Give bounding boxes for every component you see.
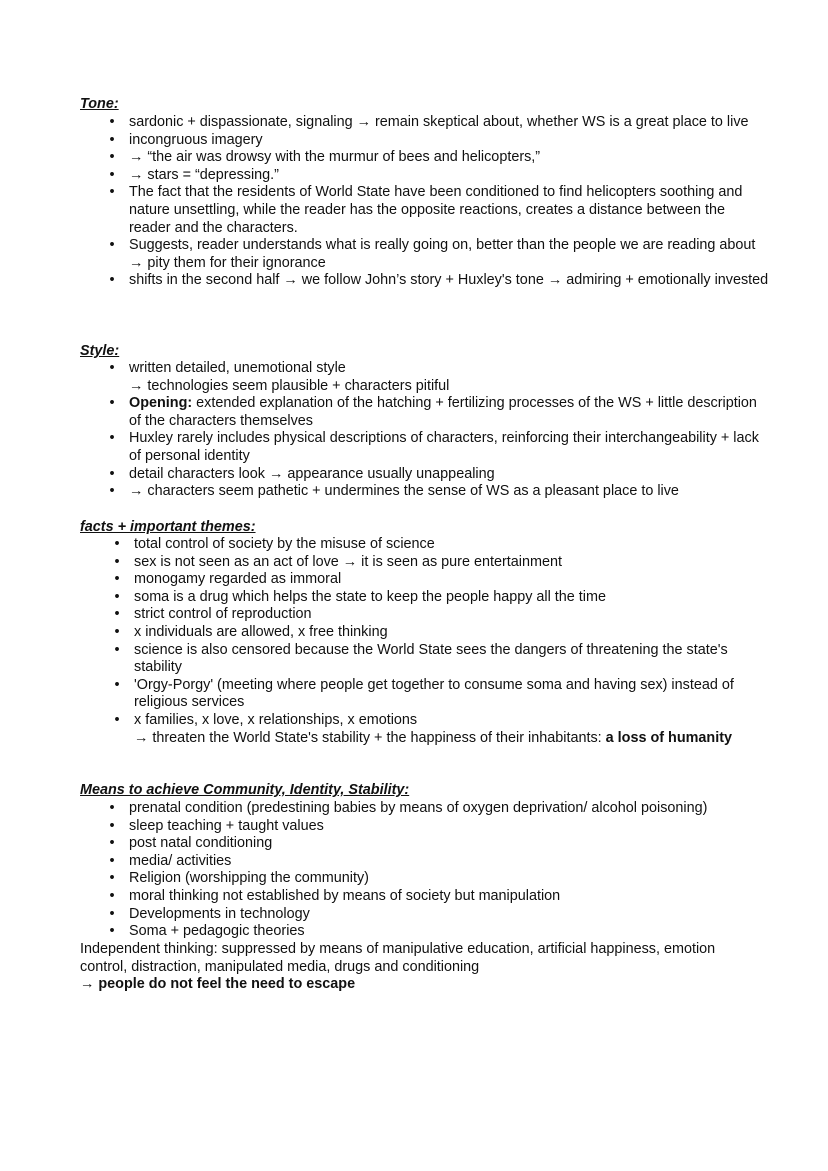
list-item-text: written detailed, unemotional style <box>129 360 346 376</box>
list-item-text: sleep teaching + taught values <box>129 817 324 834</box>
bullet-icon: • <box>109 360 115 376</box>
bullet-icon: • <box>109 184 115 201</box>
list-item-text: Religion (worshipping the community) <box>129 870 369 887</box>
list-item-text: → “the air was drowsy with the murmur of bees and helicopters,” <box>129 149 541 166</box>
style-heading: Style: <box>80 343 120 359</box>
bullet-icon: • <box>114 553 120 570</box>
list-item <box>114 606 774 624</box>
bullet-icon: • <box>114 588 120 605</box>
bullet-icon: • <box>109 835 115 852</box>
bullet-icon: • <box>114 571 120 588</box>
list-item <box>109 237 769 272</box>
bullet-icon: • <box>114 711 120 728</box>
list-item-text: → characters seem pathetic + undermines the sense of WS as a pleasant place to live <box>129 483 679 500</box>
list-item-text: extended explanation of the hatching + fertilizing processes of the WS + little description of the characters themselves <box>129 395 757 429</box>
list-item-text: media/ activities <box>129 852 232 869</box>
conclusion-bold-text: → people do not feel the need to escape <box>80 976 356 993</box>
list-item <box>109 817 789 836</box>
bullet-icon: • <box>109 237 115 254</box>
list-item-text: science is also censored because the World State sees the dangers of threatening the state's stability <box>134 641 728 676</box>
list-item <box>109 131 769 150</box>
bullet-icon: • <box>109 870 115 887</box>
list-item <box>109 483 769 501</box>
list-item-text: sardonic + dispassionate, signaling → remain skeptical about, whether WS is a great place to live <box>129 114 749 130</box>
closing-conclusion <box>80 976 760 994</box>
list-item-text: x families, x love, x relationships, x emotions <box>134 711 418 728</box>
bullet-icon: • <box>114 676 120 693</box>
list-item <box>109 870 789 888</box>
bullet-icon: • <box>109 887 115 904</box>
tone-list <box>109 114 769 290</box>
closing-paragraph: Independent thinking: suppressed by means of manipulative education, artificial happiness, emotion control, distraction, manipulated media, drugs and conditioning <box>80 941 716 975</box>
bullet-icon: • <box>109 817 115 834</box>
list-item-text: Soma + pedagogic theories <box>129 923 305 940</box>
bullet-icon: • <box>109 272 115 289</box>
means-list <box>109 800 789 941</box>
list-item-text: post natal conditioning <box>129 835 273 852</box>
bullet-icon: • <box>109 149 115 166</box>
list-item <box>109 184 769 237</box>
bullet-icon: • <box>114 606 120 623</box>
bullet-icon: • <box>109 430 115 447</box>
style-list <box>109 360 769 501</box>
list-item-text: Huxley rarely includes physical descriptions of characters, reinforcing their interchangeability + lack of personal identity <box>129 430 759 464</box>
list-item <box>114 641 774 677</box>
list-item <box>114 553 774 572</box>
list-item-text: strict control of reproduction <box>134 606 312 623</box>
bullet-icon: • <box>109 166 115 183</box>
list-item-text: Suggests, reader understands what is really going on, better than the people we are reading about → pity them for their ignorance <box>129 237 756 271</box>
list-item <box>109 835 789 853</box>
bullet-icon: • <box>114 536 120 552</box>
list-item-text: sex is not seen as an act of love → it is seen as pure entertainment <box>134 553 562 570</box>
closing-section <box>80 941 760 994</box>
continuation-text: → threaten the World State's stability + the happiness of their inhabitants: <box>134 729 606 746</box>
list-item-text: The fact that the residents of World State have been conditioned to find helicopters soothing and nature unsettling, while the reader has the opposite reactions, creates a distance between the reader and the characters. <box>129 184 743 236</box>
bullet-icon: • <box>109 131 115 148</box>
list-item-text: shifts in the second half → we follow John’s story + Huxley's tone → admiring + emotionally invested <box>129 272 769 289</box>
tone-heading: Tone: <box>80 96 119 112</box>
list-item <box>114 711 774 747</box>
list-item-continuation <box>134 730 774 748</box>
bullet-icon: • <box>109 905 115 922</box>
bullet-icon: • <box>109 395 115 412</box>
bullet-icon: • <box>109 800 115 816</box>
list-item <box>109 905 789 924</box>
list-item <box>109 166 769 185</box>
list-item-text: incongruous imagery <box>129 131 263 148</box>
list-item <box>114 676 774 712</box>
bullet-icon: • <box>109 923 115 940</box>
list-item <box>109 272 769 290</box>
list-item <box>109 923 789 941</box>
list-item <box>114 571 774 589</box>
bullet-icon: • <box>109 114 115 130</box>
bullet-icon: • <box>109 483 115 500</box>
means-heading: Means to achieve Community, Identity, Stability: <box>80 782 410 798</box>
list-item <box>109 114 769 132</box>
facts-list <box>114 536 774 747</box>
list-item <box>109 395 769 430</box>
continuation-bold-text: a loss of humanity <box>605 729 732 746</box>
list-item <box>109 149 769 167</box>
list-item-bold-label: Opening: <box>129 395 193 412</box>
bullet-icon: • <box>114 641 120 658</box>
list-item-continuation: → technologies seem plausible + characters pitiful <box>129 377 450 394</box>
list-item-text: → stars = “depressing.” <box>129 166 279 183</box>
list-item-text: Developments in technology <box>129 905 310 922</box>
list-item <box>109 852 789 871</box>
bullet-icon: • <box>114 623 120 640</box>
list-item-text: detail characters look → appearance usually unappealing <box>129 465 495 482</box>
facts-heading: facts + important themes: <box>80 519 256 535</box>
list-item-text: total control of society by the misuse of science <box>134 536 435 552</box>
list-item <box>109 800 789 818</box>
list-item-text: monogamy regarded as immoral <box>134 571 342 588</box>
list-item <box>114 588 774 607</box>
list-item-text: prenatal condition (predestining babies by means of oxygen deprivation/ alcohol poisoning) <box>129 800 708 816</box>
list-item <box>109 360 769 395</box>
bullet-icon: • <box>109 465 115 482</box>
list-item <box>109 887 789 906</box>
list-item-text: 'Orgy-Porgy' (meeting where people get together to consume soma and having sex) instead of religious services <box>134 676 734 711</box>
list-item-text: soma is a drug which helps the state to keep the people happy all the time <box>134 588 606 605</box>
list-item <box>109 430 769 465</box>
bullet-icon: • <box>109 852 115 869</box>
list-item <box>114 623 774 642</box>
list-item-text: moral thinking not established by means of society but manipulation <box>129 887 561 904</box>
list-item <box>114 536 774 554</box>
list-item-text: x individuals are allowed, x free thinking <box>134 623 388 640</box>
list-item <box>109 465 769 484</box>
